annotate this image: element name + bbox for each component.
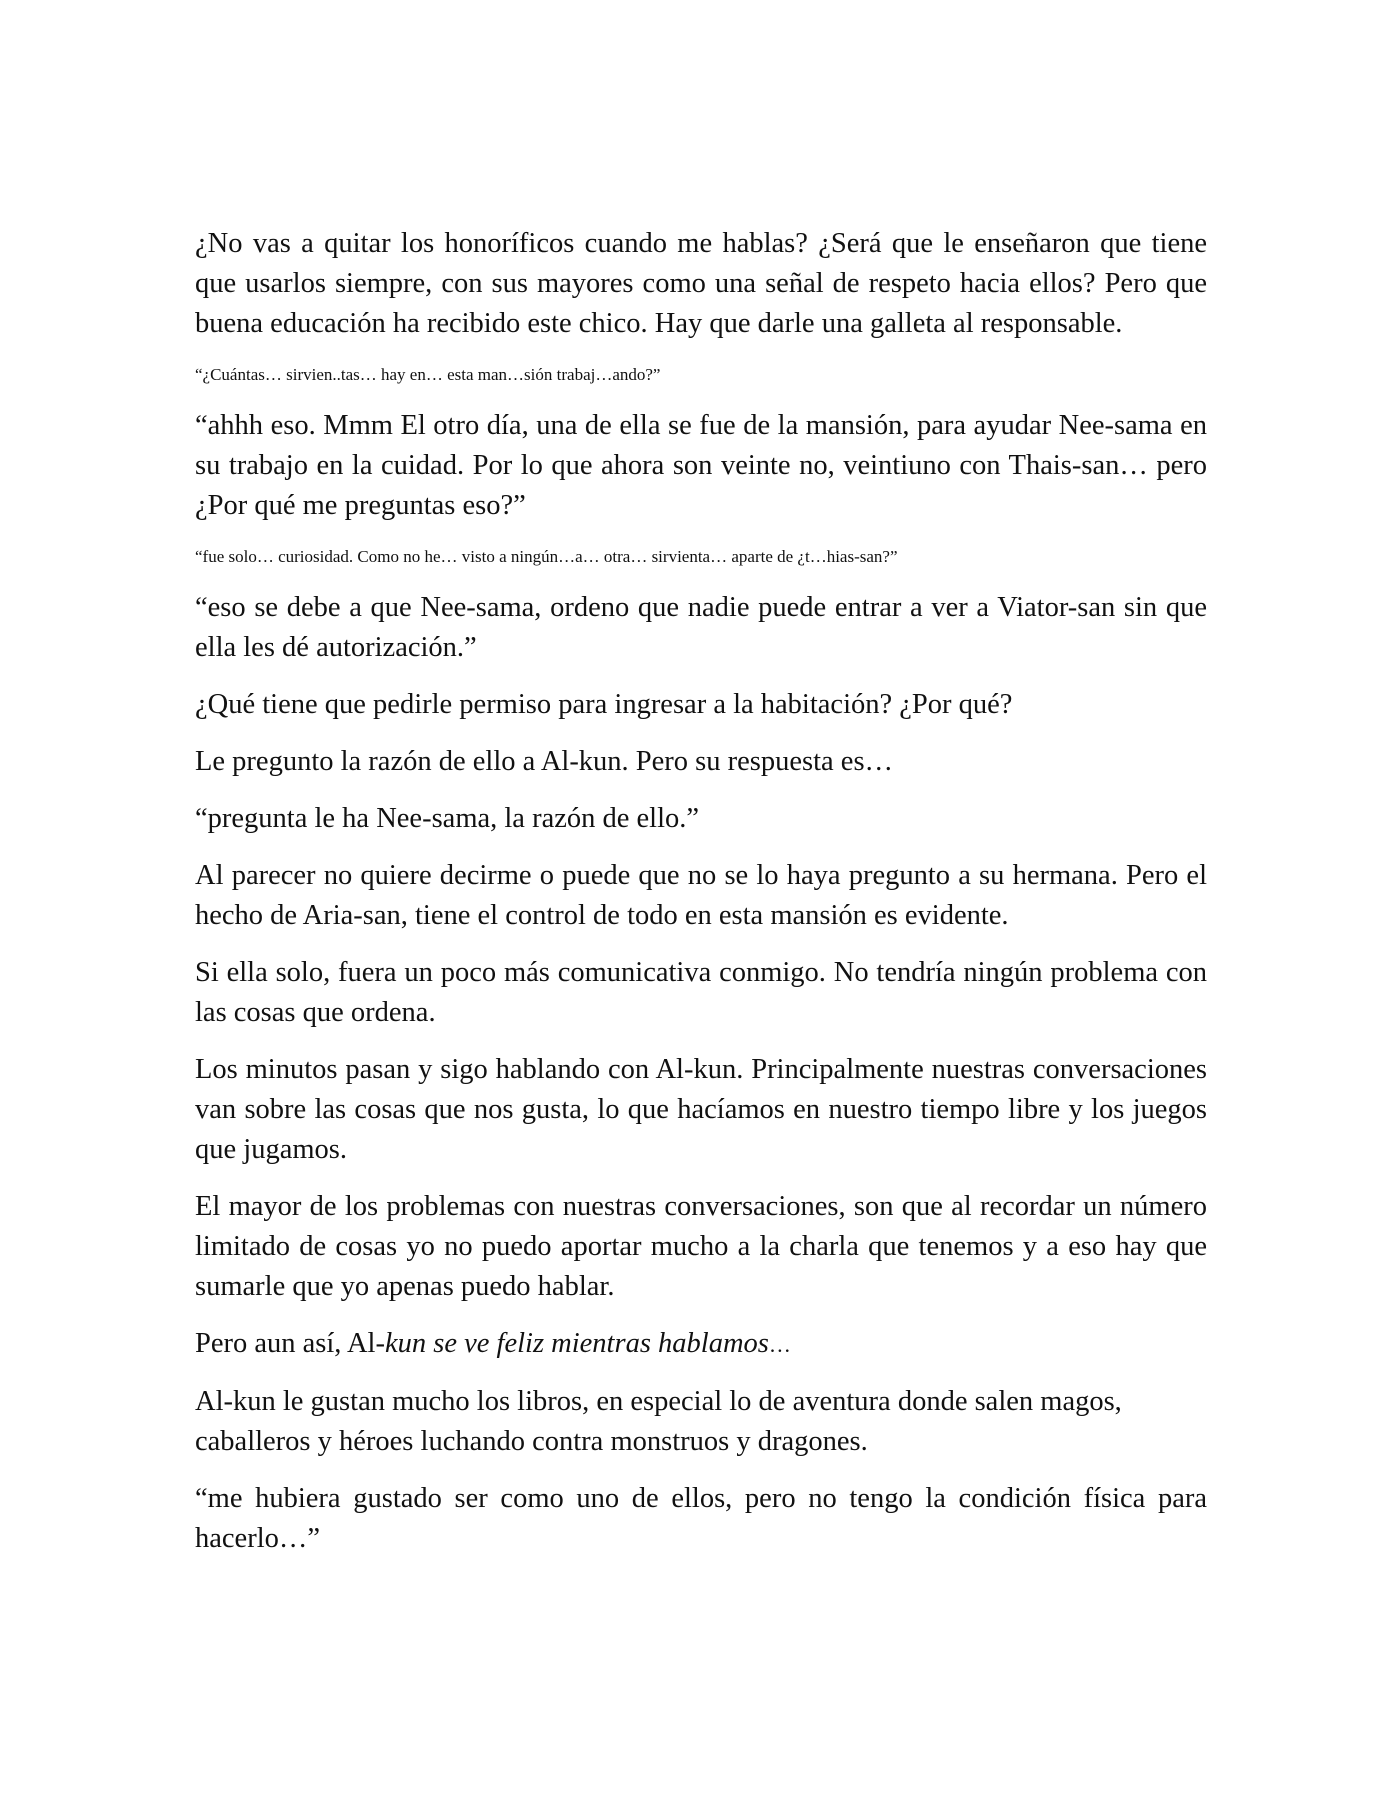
dialogue-authorization: “eso se debe a que Nee-sama, ordeno que nadie puede entrar a ver a Viator-san sin que ella les dé autorización.” xyxy=(195,592,1207,663)
paragraph-al-kun-happy xyxy=(195,1324,1207,1365)
paragraph-ask-reason: Le pregunto la razón de ello a Al-kun. Pero su respuesta es… xyxy=(195,746,894,777)
paragraph-conversation-problems: El mayor de los problemas con nuestras conversaciones, son que al recordar un número limitado de cosas yo no puedo aportar mucho a la charla que tenemos y a eso hay que sumarle que yo apenas puedo hablar. xyxy=(195,1191,1207,1302)
dialogue-servants-answer: “ahhh eso. Mmm El otro día, una de ella se fue de la mansión, para ayudar Nee-sama en su trabajo en la cuidad. Por lo que ahora son veinte no, veintiuno con Thais-san… pero ¿Por qué me preguntas eso?” xyxy=(195,410,1207,521)
paragraph-communicative: Si ella solo, fuera un poco más comunicativa conmigo. No tendría ningún problema con las cosas que ordena. xyxy=(195,957,1207,1028)
paragraph-aria-control: Al parecer no quiere decirme o puede que no se lo haya pregunto a su hermana. Pero el hecho de Aria-san, tiene el control de todo en esta mansión es evidente. xyxy=(195,860,1207,931)
italic-line-prefix: Pero aun así, Al- xyxy=(195,1328,385,1359)
italic-line-suffix: … xyxy=(768,1332,791,1357)
paragraph-minutes-pass: Los minutos pasan y sigo hablando con Al-kun. Principalmente nuestras conversaciones van sobre las cosas que nos gusta, lo que hacíamos en nuestro tiempo libre y los juegos que jugamos. xyxy=(195,1054,1207,1165)
dialogue-small-servants-question: “¿Cuántas… sirvien..tas… hay en… esta man…sión trabaj…ando?” xyxy=(195,365,661,384)
dialogue-physical-condition: “me hubiera gustado ser como uno de ellos, pero no tengo la condición física para hacerlo…” xyxy=(195,1483,1207,1554)
paragraph-honorifics: ¿No vas a quitar los honoríficos cuando me hablas? ¿Será que le enseñaron que tiene que usarlos siempre, con sus mayores como una señal de respeto hacia ellos? Pero que buena educación ha recibido este chico. Hay que darle una galleta al responsable. xyxy=(195,228,1207,339)
paragraph-permission-question: ¿Qué tiene que pedirle permiso para ingresar a la habitación? ¿Por qué? xyxy=(195,689,1013,720)
document-page xyxy=(195,224,1207,1576)
italic-line-emphasis: kun se ve feliz mientras hablamos xyxy=(384,1328,769,1359)
paragraph-books: Al-kun le gustan mucho los libros, en especial lo de aventura donde salen magos, caballeros y héroes luchando contra monstruos y dragones. xyxy=(195,1386,1122,1457)
dialogue-ask-nee-sama: “pregunta le ha Nee-sama, la razón de ello.” xyxy=(195,803,700,834)
dialogue-small-curiosity: “fue solo… curiosidad. Como no he… visto a ningún…a… otra… sirvienta… aparte de ¿t…hias-san?” xyxy=(195,547,898,566)
